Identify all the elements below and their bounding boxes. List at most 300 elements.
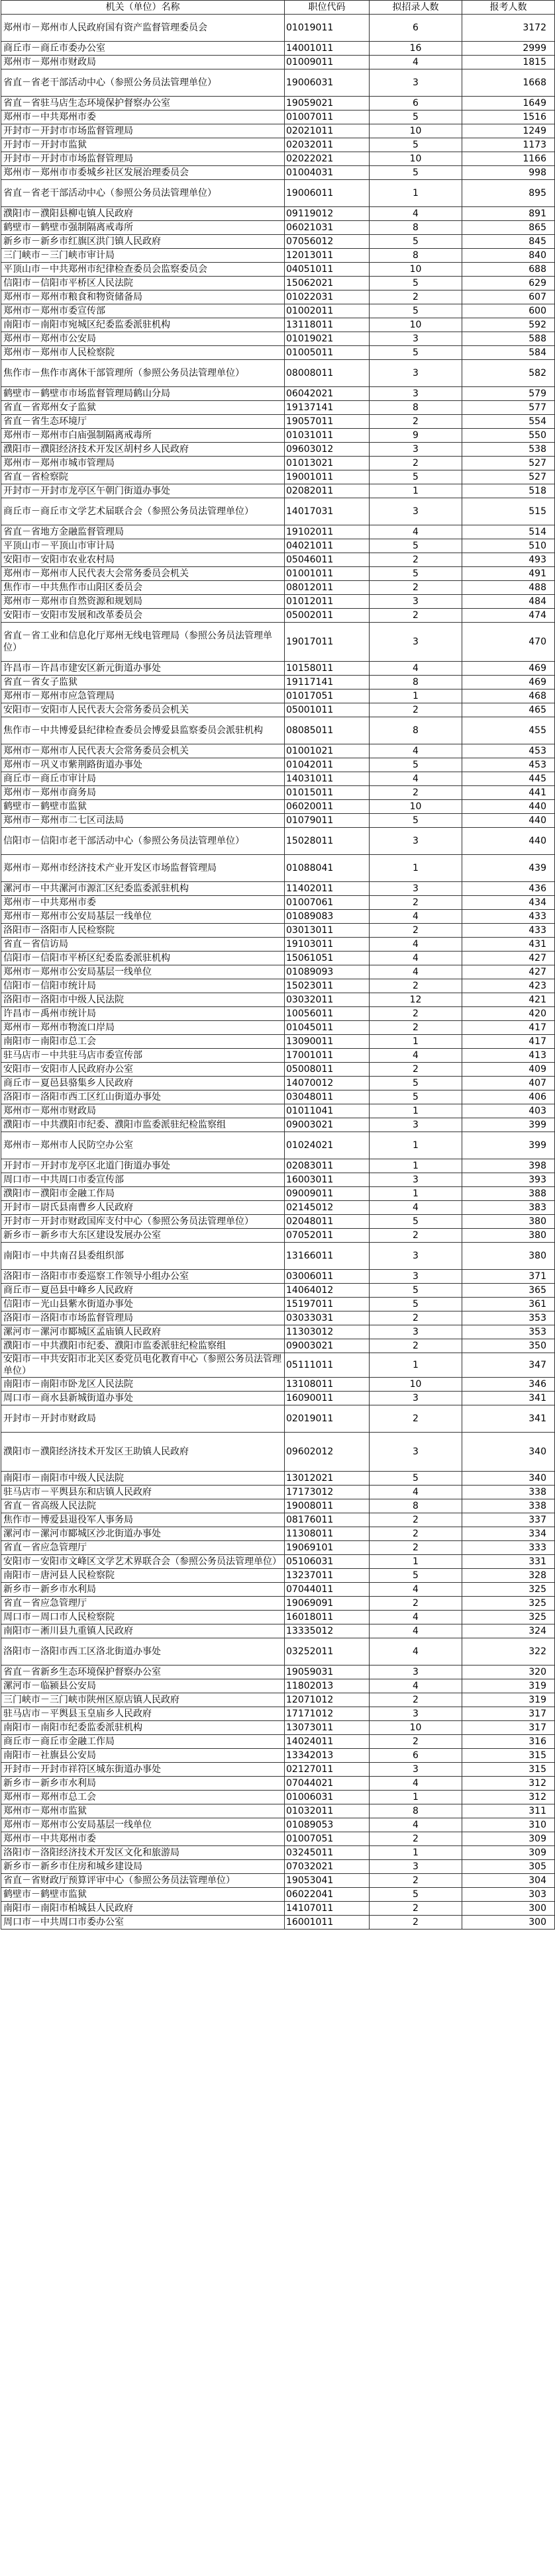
cell-applicants: 338 (462, 1499, 555, 1513)
table-row (1, 1818, 555, 1832)
cell-organization: 驻马店市－平舆县玉皇庙乡人民政府 (1, 1707, 285, 1721)
table-row (1, 1916, 555, 1930)
cell-applicants: 420 (462, 1007, 555, 1021)
table-row (1, 1902, 555, 1916)
cell-quota: 4 (370, 1818, 462, 1832)
cell-applicants: 328 (462, 1569, 555, 1583)
cell-applicants: 1166 (462, 152, 555, 166)
cell-applicants: 393 (462, 1173, 555, 1187)
table-row (1, 1721, 555, 1735)
cell-organization: 焦作市－中共焦作市山阳区委员会 (1, 581, 285, 595)
cell-organization: 信阳市－信阳市统计局 (1, 979, 285, 993)
cell-organization: 开封市－尉氏县南曹乡人民政府 (1, 1201, 285, 1215)
cell-quota: 8 (370, 676, 462, 689)
cell-applicants: 865 (462, 221, 555, 235)
cell-organization: 南阳市－中共南召县委组织部 (1, 1243, 285, 1270)
table-row (1, 1021, 555, 1035)
cell-applicants: 895 (462, 180, 555, 207)
cell-position-code: 19069101 (285, 1541, 370, 1555)
cell-applicants: 845 (462, 235, 555, 249)
table-row (1, 56, 555, 69)
table-row (1, 1569, 555, 1583)
column-header-position-code: 职位代码 (285, 1, 370, 15)
cell-applicants: 588 (462, 332, 555, 346)
table-row (1, 1693, 555, 1707)
cell-position-code: 12071012 (285, 1693, 370, 1707)
table-row (1, 1735, 555, 1749)
table-row (1, 207, 555, 221)
cell-applicants: 484 (462, 595, 555, 609)
cell-organization: 省直－省老干部活动中心（参照公务员法管理单位） (1, 180, 285, 207)
cell-quota: 10 (370, 152, 462, 166)
table-row (1, 1339, 555, 1353)
cell-quota: 3 (370, 1270, 462, 1284)
table-row (1, 1804, 555, 1818)
cell-quota: 2 (370, 1597, 462, 1611)
cell-quota: 10 (370, 124, 462, 138)
cell-quota: 4 (370, 207, 462, 221)
cell-applicants: 319 (462, 1693, 555, 1707)
table-row (1, 166, 555, 180)
cell-applicants: 518 (462, 484, 555, 498)
cell-quota: 5 (370, 1298, 462, 1311)
cell-position-code: 19103011 (285, 938, 370, 952)
cell-applicants: 469 (462, 662, 555, 676)
cell-position-code: 19059031 (285, 1666, 370, 1679)
cell-position-code: 02082011 (285, 484, 370, 498)
cell-position-code: 03013011 (285, 924, 370, 938)
cell-organization: 郑州市－郑州市人民代表大会常务委员会机关 (1, 567, 285, 581)
cell-quota: 1 (370, 855, 462, 882)
cell-quota: 8 (370, 1499, 462, 1513)
table-row (1, 1874, 555, 1888)
cell-quota: 2 (370, 609, 462, 623)
cell-position-code: 15023011 (285, 979, 370, 993)
cell-applicants: 398 (462, 1159, 555, 1173)
cell-organization: 南阳市－南阳市卧龙区人民法院 (1, 1378, 285, 1392)
table-row (1, 1541, 555, 1555)
cell-applicants: 440 (462, 800, 555, 814)
cell-position-code: 01009011 (285, 56, 370, 69)
cell-position-code: 19137141 (285, 401, 370, 415)
cell-quota: 3 (370, 1173, 462, 1187)
cell-applicants: 317 (462, 1707, 555, 1721)
cell-applicants: 433 (462, 910, 555, 924)
cell-quota: 5 (370, 470, 462, 484)
cell-position-code: 09119012 (285, 207, 370, 221)
cell-organization: 洛阳市－洛阳市西工区洛北街道办事处 (1, 1638, 285, 1666)
cell-applicants: 325 (462, 1597, 555, 1611)
cell-organization: 南阳市－南阳市宛城区纪委监委派驻机构 (1, 318, 285, 332)
cell-applicants: 629 (462, 277, 555, 290)
cell-organization: 濮阳市－中共濮阳市纪委、濮阳市监委派驻纪检监察组 (1, 1118, 285, 1132)
cell-organization: 濮阳市－濮阳县柳屯镇人民政府 (1, 207, 285, 221)
table-row (1, 979, 555, 993)
cell-applicants: 331 (462, 1555, 555, 1569)
table-row (1, 1035, 555, 1049)
cell-organization: 省直－省应急管理厅 (1, 1541, 285, 1555)
table-row (1, 717, 555, 744)
table-row (1, 993, 555, 1007)
table-row (1, 703, 555, 717)
cell-position-code: 15061051 (285, 952, 370, 965)
cell-position-code: 06021031 (285, 221, 370, 235)
cell-organization: 郑州市－郑州市城市管理局 (1, 457, 285, 470)
cell-quota: 4 (370, 1624, 462, 1638)
cell-applicants: 527 (462, 470, 555, 484)
cell-quota: 1 (370, 484, 462, 498)
cell-position-code: 03245011 (285, 1846, 370, 1860)
cell-organization: 新乡市－新乡市住房和城乡建设局 (1, 1860, 285, 1874)
cell-organization: 省直－省驻马店生态环境保护督察办公室 (1, 97, 285, 111)
cell-applicants: 434 (462, 896, 555, 910)
cell-organization: 省直－省财政厅预算评审中心（参照公务员法管理单位） (1, 1874, 285, 1888)
cell-position-code: 01017051 (285, 689, 370, 703)
cell-quota: 4 (370, 1583, 462, 1597)
table-row (1, 457, 555, 470)
table-row (1, 498, 555, 525)
cell-applicants: 515 (462, 498, 555, 525)
cell-position-code: 11402011 (285, 882, 370, 896)
table-row (1, 758, 555, 772)
cell-applicants: 365 (462, 1284, 555, 1298)
cell-position-code: 19017011 (285, 623, 370, 662)
cell-organization: 南阳市－社旗县公安局 (1, 1749, 285, 1763)
cell-applicants: 315 (462, 1763, 555, 1777)
cell-organization: 郑州市－郑州市经济技术产业开发区市场监督管理局 (1, 855, 285, 882)
cell-organization: 信阳市－信阳市平桥区人民法院 (1, 277, 285, 290)
cell-position-code: 01019011 (285, 15, 370, 42)
cell-quota: 5 (370, 1215, 462, 1229)
cell-position-code: 09003021 (285, 1118, 370, 1132)
cell-position-code: 01045011 (285, 1021, 370, 1035)
cell-position-code: 03032011 (285, 993, 370, 1007)
cell-quota: 2 (370, 786, 462, 800)
cell-applicants: 1516 (462, 111, 555, 124)
cell-position-code: 01024021 (285, 1132, 370, 1159)
cell-quota: 8 (370, 249, 462, 263)
cell-quota: 8 (370, 401, 462, 415)
cell-applicants: 1649 (462, 97, 555, 111)
cell-position-code: 02022021 (285, 152, 370, 166)
cell-quota: 4 (370, 1049, 462, 1063)
cell-applicants: 998 (462, 166, 555, 180)
cell-quota: 8 (370, 221, 462, 235)
cell-position-code: 01089053 (285, 1818, 370, 1832)
cell-organization: 郑州市－郑州市白庙强制隔离戒毒所 (1, 429, 285, 443)
cell-position-code: 04051011 (285, 263, 370, 277)
cell-applicants: 399 (462, 1118, 555, 1132)
cell-position-code: 06020011 (285, 800, 370, 814)
table-row (1, 828, 555, 855)
cell-applicants: 491 (462, 567, 555, 581)
cell-position-code: 01001021 (285, 744, 370, 758)
cell-quota: 4 (370, 965, 462, 979)
cell-applicants: 312 (462, 1777, 555, 1791)
cell-applicants: 445 (462, 772, 555, 786)
cell-organization: 开封市－开封市监狱 (1, 138, 285, 152)
cell-quota: 1 (370, 1035, 462, 1049)
cell-applicants: 891 (462, 207, 555, 221)
cell-applicants: 427 (462, 952, 555, 965)
cell-position-code: 07044011 (285, 1583, 370, 1597)
cell-quota: 8 (370, 1804, 462, 1818)
cell-quota: 4 (370, 1679, 462, 1693)
cell-organization: 安阳市－安阳市人民代表大会常务委员会机关 (1, 703, 285, 717)
cell-applicants: 361 (462, 1298, 555, 1311)
cell-position-code: 03033031 (285, 1311, 370, 1325)
cell-position-code: 07044021 (285, 1777, 370, 1791)
table-row (1, 484, 555, 498)
cell-position-code: 01015011 (285, 786, 370, 800)
cell-position-code: 15028011 (285, 828, 370, 855)
cell-applicants: 510 (462, 539, 555, 553)
cell-organization: 焦作市－中共博爱县纪律检查委员会博爱县监察委员会派驻机构 (1, 717, 285, 744)
cell-position-code: 07032021 (285, 1860, 370, 1874)
cell-position-code: 01006031 (285, 1791, 370, 1804)
table-row (1, 1007, 555, 1021)
cell-applicants: 468 (462, 689, 555, 703)
cell-position-code: 19059021 (285, 97, 370, 111)
cell-position-code: 14107011 (285, 1902, 370, 1916)
table-row (1, 965, 555, 979)
cell-position-code: 14031011 (285, 772, 370, 786)
cell-quota: 5 (370, 1472, 462, 1486)
table-row (1, 332, 555, 346)
cell-applicants: 371 (462, 1270, 555, 1284)
cell-organization: 周口市－中共周口市委宣传部 (1, 1173, 285, 1187)
cell-applicants: 300 (462, 1902, 555, 1916)
cell-quota: 4 (370, 1201, 462, 1215)
cell-applicants: 325 (462, 1611, 555, 1624)
cell-quota: 5 (370, 758, 462, 772)
cell-applicants: 309 (462, 1832, 555, 1846)
cell-position-code: 14064012 (285, 1284, 370, 1298)
cell-quota: 2 (370, 896, 462, 910)
table-row (1, 124, 555, 138)
cell-organization: 开封市－开封市祥符区城东街道办事处 (1, 1763, 285, 1777)
cell-position-code: 01004031 (285, 166, 370, 180)
cell-applicants: 439 (462, 855, 555, 882)
cell-organization: 郑州市－郑州市人民检察院 (1, 346, 285, 360)
table-row (1, 1433, 555, 1472)
cell-applicants: 340 (462, 1433, 555, 1472)
cell-position-code: 14001011 (285, 42, 370, 56)
cell-applicants: 840 (462, 249, 555, 263)
cell-organization: 省直－省生态环境厅 (1, 415, 285, 429)
cell-quota: 5 (370, 166, 462, 180)
cell-position-code: 09003021 (285, 1339, 370, 1353)
cell-applicants: 527 (462, 457, 555, 470)
cell-organization: 郑州市－郑州市委宣传部 (1, 304, 285, 318)
cell-applicants: 311 (462, 1804, 555, 1818)
cell-organization: 省直－省女子监狱 (1, 676, 285, 689)
cell-position-code: 06042021 (285, 387, 370, 401)
cell-quota: 5 (370, 1888, 462, 1902)
table-row (1, 401, 555, 415)
cell-position-code: 13166011 (285, 1243, 370, 1270)
cell-quota: 2 (370, 703, 462, 717)
table-row (1, 772, 555, 786)
table-row (1, 1090, 555, 1104)
cell-organization: 鹤壁市－鹤壁市强制隔离戒毒所 (1, 221, 285, 235)
cell-quota: 5 (370, 346, 462, 360)
cell-quota: 1 (370, 1791, 462, 1804)
cell-quota: 2 (370, 1513, 462, 1527)
cell-position-code: 05002011 (285, 609, 370, 623)
cell-organization: 鹤壁市－鹤壁市市场监督管理局鹤山分局 (1, 387, 285, 401)
cell-applicants: 304 (462, 1874, 555, 1888)
table-row (1, 1187, 555, 1201)
cell-applicants: 433 (462, 924, 555, 938)
table-row (1, 1597, 555, 1611)
table-row (1, 1763, 555, 1777)
table-row (1, 42, 555, 56)
cell-quota: 3 (370, 387, 462, 401)
cell-organization: 驻马店市－平舆县东和店镇人民政府 (1, 1486, 285, 1499)
cell-applicants: 322 (462, 1638, 555, 1666)
cell-position-code: 01007061 (285, 896, 370, 910)
cell-quota: 5 (370, 138, 462, 152)
cell-organization: 商丘市－夏邑县骆集乡人民政府 (1, 1077, 285, 1090)
cell-quota: 2 (370, 1527, 462, 1541)
table-row (1, 387, 555, 401)
cell-applicants: 600 (462, 304, 555, 318)
table-row (1, 263, 555, 277)
cell-position-code: 05046011 (285, 553, 370, 567)
cell-organization: 郑州市－巩义市紫荆路街道办事处 (1, 758, 285, 772)
cell-applicants: 554 (462, 415, 555, 429)
table-row (1, 318, 555, 332)
cell-organization: 开封市－开封市市场监督管理局 (1, 124, 285, 138)
cell-organization: 信阳市－信阳市老干部活动中心（参照公务员法管理单位） (1, 828, 285, 855)
cell-organization: 洛阳市－洛阳市市委巡察工作领导小组办公室 (1, 1270, 285, 1284)
cell-position-code: 19001011 (285, 470, 370, 484)
cell-organization: 郑州市－郑州市二七区司法局 (1, 814, 285, 828)
table-row (1, 1353, 555, 1378)
cell-organization: 郑州市－郑州市市委城乡社区发展治理委员会 (1, 166, 285, 180)
cell-position-code: 13342013 (285, 1749, 370, 1763)
table-body (1, 15, 555, 1930)
table-row (1, 1583, 555, 1597)
cell-organization: 郑州市－郑州市商务局 (1, 786, 285, 800)
table-row (1, 800, 555, 814)
cell-organization: 新乡市－新乡市水利局 (1, 1583, 285, 1597)
table-row (1, 138, 555, 152)
table-row (1, 910, 555, 924)
cell-applicants: 1249 (462, 124, 555, 138)
cell-position-code: 17001011 (285, 1049, 370, 1063)
cell-position-code: 01011041 (285, 1104, 370, 1118)
table-row (1, 1284, 555, 1298)
table-row (1, 346, 555, 360)
cell-quota: 1 (370, 1555, 462, 1569)
cell-organization: 漯河市－中共漯河市源汇区纪委监委派驻机构 (1, 882, 285, 896)
cell-quota: 3 (370, 1118, 462, 1132)
cell-quota: 4 (370, 1777, 462, 1791)
cell-quota: 10 (370, 1721, 462, 1735)
cell-applicants: 337 (462, 1513, 555, 1527)
table-row (1, 1707, 555, 1721)
cell-position-code: 09602012 (285, 1433, 370, 1472)
cell-applicants: 409 (462, 1063, 555, 1077)
cell-organization: 平顶山市－平顶山市审计局 (1, 539, 285, 553)
cell-position-code: 08012011 (285, 581, 370, 595)
cell-applicants: 347 (462, 1353, 555, 1378)
cell-quota: 4 (370, 1486, 462, 1499)
cell-applicants: 538 (462, 443, 555, 457)
cell-quota: 16 (370, 42, 462, 56)
cell-quota: 2 (370, 1063, 462, 1077)
cell-position-code: 02127011 (285, 1763, 370, 1777)
cell-position-code: 19102011 (285, 525, 370, 539)
cell-applicants: 493 (462, 553, 555, 567)
cell-quota: 1 (370, 1353, 462, 1378)
cell-quota: 4 (370, 938, 462, 952)
cell-applicants: 3172 (462, 15, 555, 42)
cell-position-code: 19057011 (285, 415, 370, 429)
cell-organization: 商丘市－商丘市审计局 (1, 772, 285, 786)
cell-applicants: 325 (462, 1583, 555, 1597)
cell-organization: 平顶山市－中共郑州市纪律检查委员会监察委员会 (1, 263, 285, 277)
cell-quota: 4 (370, 910, 462, 924)
cell-quota: 2 (370, 1541, 462, 1555)
cell-position-code: 03006011 (285, 1270, 370, 1284)
cell-position-code: 13118011 (285, 318, 370, 332)
cell-quota: 2 (370, 553, 462, 567)
cell-applicants: 406 (462, 1090, 555, 1104)
table-row (1, 1201, 555, 1215)
cell-quota: 2 (370, 1693, 462, 1707)
table-row (1, 304, 555, 318)
cell-position-code: 19006011 (285, 180, 370, 207)
cell-organization: 省直－省老干部活动中心（参照公务员法管理单位） (1, 69, 285, 97)
cell-position-code: 14017031 (285, 498, 370, 525)
table-row (1, 1527, 555, 1541)
cell-applicants: 1668 (462, 69, 555, 97)
cell-applicants: 380 (462, 1229, 555, 1243)
cell-organization: 洛阳市－洛阳市西工区红山街道办事处 (1, 1090, 285, 1104)
table-row (1, 855, 555, 882)
cell-organization: 郑州市－郑州市人民防空办公室 (1, 1132, 285, 1159)
cell-quota: 10 (370, 263, 462, 277)
table-row (1, 1888, 555, 1902)
cell-organization: 南阳市－南阳市柏城县人民政府 (1, 1902, 285, 1916)
cell-organization: 南阳市－南阳市中级人民法院 (1, 1472, 285, 1486)
cell-organization: 濮阳市－濮阳经济技术开发区胡村乡人民政府 (1, 443, 285, 457)
cell-organization: 周口市－中共周口市委办公室 (1, 1916, 285, 1930)
cell-quota: 3 (370, 1763, 462, 1777)
cell-applicants: 1815 (462, 56, 555, 69)
table-row (1, 1624, 555, 1638)
cell-organization: 洛阳市－洛阳经济技术开发区文化和旅游局 (1, 1846, 285, 1860)
table-row (1, 1611, 555, 1624)
cell-position-code: 16001011 (285, 1916, 370, 1930)
cell-quota: 6 (370, 97, 462, 111)
cell-position-code: 09009011 (285, 1187, 370, 1201)
table-row (1, 249, 555, 263)
table-row (1, 221, 555, 235)
cell-position-code: 02019011 (285, 1405, 370, 1433)
cell-applicants: 403 (462, 1104, 555, 1118)
table-row (1, 1405, 555, 1433)
cell-position-code: 08008011 (285, 360, 370, 387)
table-row (1, 1486, 555, 1499)
cell-quota: 4 (370, 744, 462, 758)
cell-position-code: 10056011 (285, 1007, 370, 1021)
cell-organization: 安阳市－中共安阳市北关区委党员电化教育中心（参照公务员法管理单位） (1, 1353, 285, 1378)
cell-position-code: 13073011 (285, 1721, 370, 1735)
